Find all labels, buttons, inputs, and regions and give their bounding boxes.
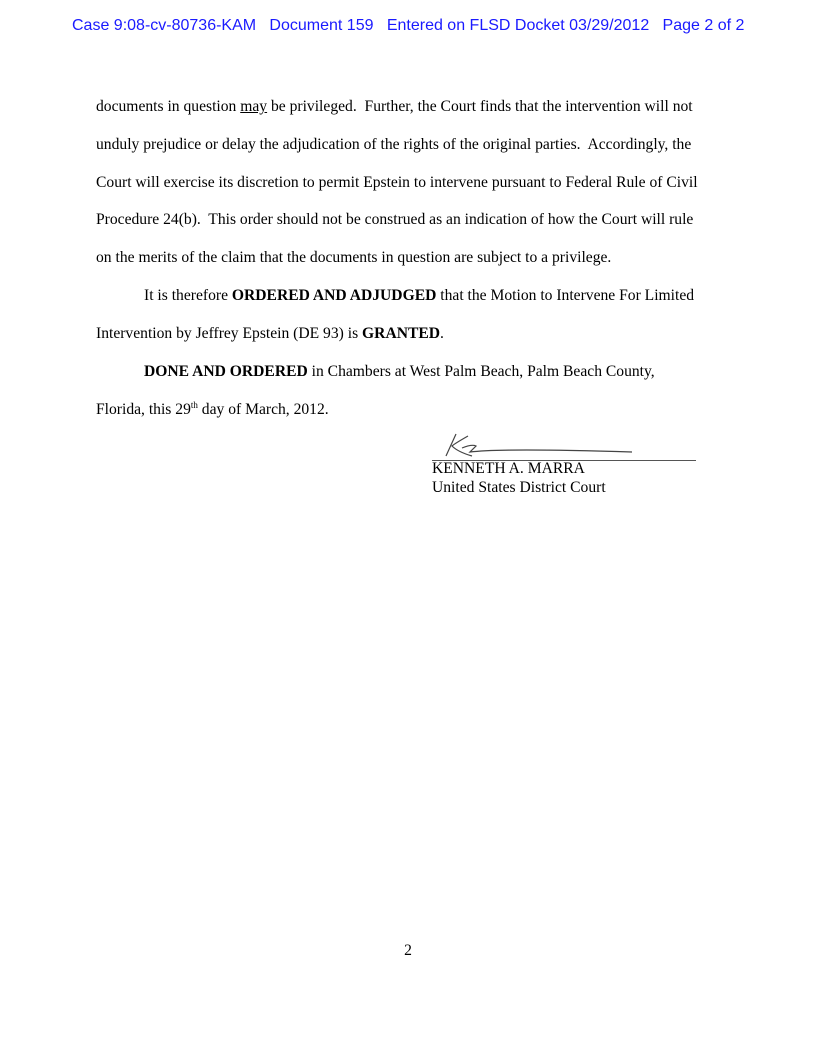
- text: It is therefore: [144, 287, 232, 304]
- judge-title: United States District Court: [432, 479, 606, 496]
- underlined-text: may: [240, 98, 268, 115]
- signature-image: [442, 430, 642, 460]
- judge-name: KENNETH A. MARRA: [432, 460, 585, 477]
- text: Florida, this 29: [96, 401, 191, 418]
- body-line: on the merits of the claim that the documents in question are subject to a privilege.: [96, 249, 612, 266]
- body-line: [96, 401, 329, 419]
- body-line: unduly prejudice or delay the adjudication of the rights of the original parties. Accordingly, the: [96, 136, 692, 153]
- text: that the Motion to Intervene For Limited: [436, 287, 695, 304]
- order-paragraph: [144, 287, 694, 305]
- bold-text: GRANTED: [362, 325, 441, 342]
- body-line: [96, 98, 693, 116]
- body-line: Procedure 24(b). This order should not be construed as an indication of how the Court will rule: [96, 211, 694, 228]
- body-line: [96, 325, 444, 343]
- bold-text: DONE AND ORDERED: [144, 363, 308, 380]
- text: Intervention by Jeffrey Epstein (DE 93) is: [96, 325, 363, 342]
- superscript: th: [190, 400, 198, 410]
- text: day of March, 2012.: [197, 401, 329, 418]
- bold-text: ORDERED AND ADJUDGED: [231, 287, 437, 304]
- text: .: [440, 325, 444, 342]
- done-paragraph: [144, 363, 655, 381]
- text: in Chambers at West Palm Beach, Palm Beach County,: [307, 363, 655, 380]
- page-number: 2: [404, 942, 412, 959]
- signature-line: [432, 440, 696, 461]
- text: documents in question: [96, 98, 241, 115]
- docket-header: Case 9:08-cv-80736-KAM Document 159 Entered on FLSD Docket 03/29/2012 Page 2 of 2: [72, 17, 745, 34]
- text: be privileged. Further, the Court finds that the intervention will not: [267, 98, 693, 115]
- body-line: Court will exercise its discretion to permit Epstein to intervene pursuant to Federal Rule of Civil: [96, 174, 698, 191]
